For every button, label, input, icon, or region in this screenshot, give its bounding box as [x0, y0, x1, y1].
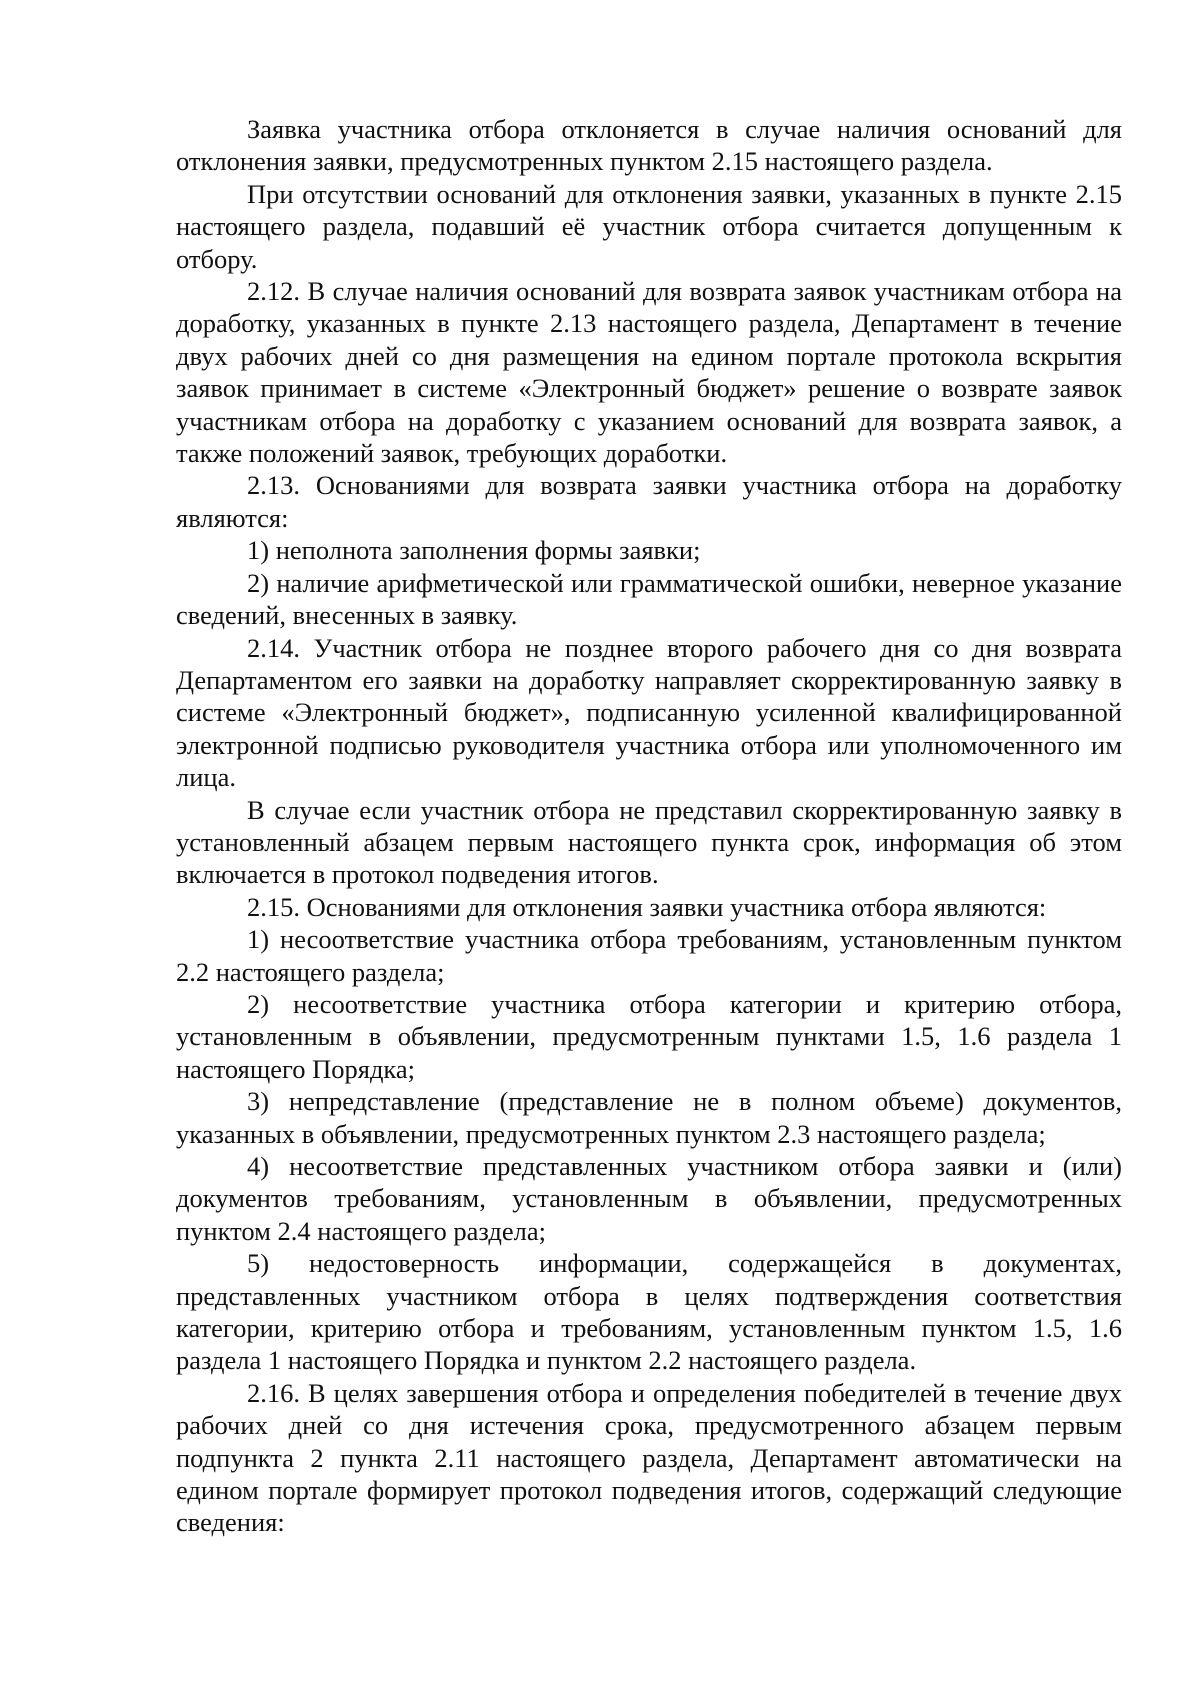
paragraph-2-15: 2.15. Основаниями для отклонения заявки участника отбора являются: — [247, 891, 1047, 922]
paragraph-2-14-note: В случае если участник отбора не представил скорректированную заявку в установленный абзацем первым настоящего пункта срок, информация об этом включается в протокол подведения итогов. — [176, 794, 1122, 890]
paragraph-2-13-item-1: 1) неполнота заполнения формы заявки; — [247, 535, 701, 566]
paragraph-admission: При отсутствии оснований для отклонения заявки, указанных в пункте 2.15 настоящего раздела, подавший её участник отбора считается допущенным к отбору. — [176, 178, 1122, 274]
document-page — [176, 113, 1122, 1539]
paragraph-2-16: 2.16. В целях завершения отбора и определения победителей в течение двух рабочих дней со дня истечения срока, предусмотренного абзацем первым подпункта 2 пункта 2.11 настоящего раздела, Департамент автоматически на едином портале формирует протокол подведения итогов, содержащий следующие сведения: — [176, 1377, 1122, 1538]
paragraph-2-12: 2.12. В случае наличия оснований для возврата заявок участникам отбора на доработку, указанных в пункте 2.13 настоящего раздела, Департамент в течение двух рабочих дней со дня размещения на едином портале протокола вскрытия заявок принимает в системе «Электронный бюджет» решение о возврате заявок участникам отбора на доработку с указанием оснований для возврата заявок, а также положений заявок, требующих доработки. — [176, 276, 1122, 469]
paragraph-2-15-item-3: 3) непредставление (представление не в полном объеме) документов, указанных в объявлении, предусмотренных пунктом 2.3 настоящего раздела; — [176, 1086, 1122, 1149]
paragraph-2-15-item-5: 5) недостоверность информации, содержащейся в документах, представленных участником отбора в целях подтверждения соответствия категории, критерию отбора и требованиям, установленным пунктом 1.5, 1.6 раздела 1 настоящего Порядка и пунктом 2.2 настоящего раздела. — [176, 1248, 1122, 1376]
paragraph-2-15-item-4: 4) несоответствие представленных участником отбора заявки и (или) документов требованиям, установленным в объявлении, предусмотренных пунктом 2.4 настоящего раздела; — [176, 1151, 1122, 1246]
paragraph-rejection: Заявка участника отбора отклоняется в случае наличия оснований для отклонения заявки, предусмотренных пунктом 2.15 настоящего раздела. — [176, 114, 1122, 177]
paragraph-2-13-item-2: 2) наличие арифметической или грамматической ошибки, неверное указание сведений, внесенных в заявку. — [176, 567, 1122, 631]
paragraph-2-15-item-2: 2) несоответствие участника отбора категории и критерию отбора, установленным в объявлении, предусмотренным пунктами 1.5, 1.6 раздела 1 настоящего Порядка; — [176, 988, 1122, 1084]
paragraph-2-13: 2.13. Основаниями для возврата заявки участника отбора на доработку являются: — [176, 470, 1122, 533]
paragraph-2-15-item-1: 1) несоответствие участника отбора требованиям, установленным пунктом 2.2 настоящего раздела; — [176, 924, 1122, 987]
paragraph-2-14: 2.14. Участник отбора не позднее второго рабочего дня со дня возврата Департаментом его заявки на доработку направляет скорректированную заявку в системе «Электронный бюджет», подписанную усиленной квалифицированной электронной подписью руководителя участника отбора или уполномоченного им лица. — [176, 632, 1122, 793]
